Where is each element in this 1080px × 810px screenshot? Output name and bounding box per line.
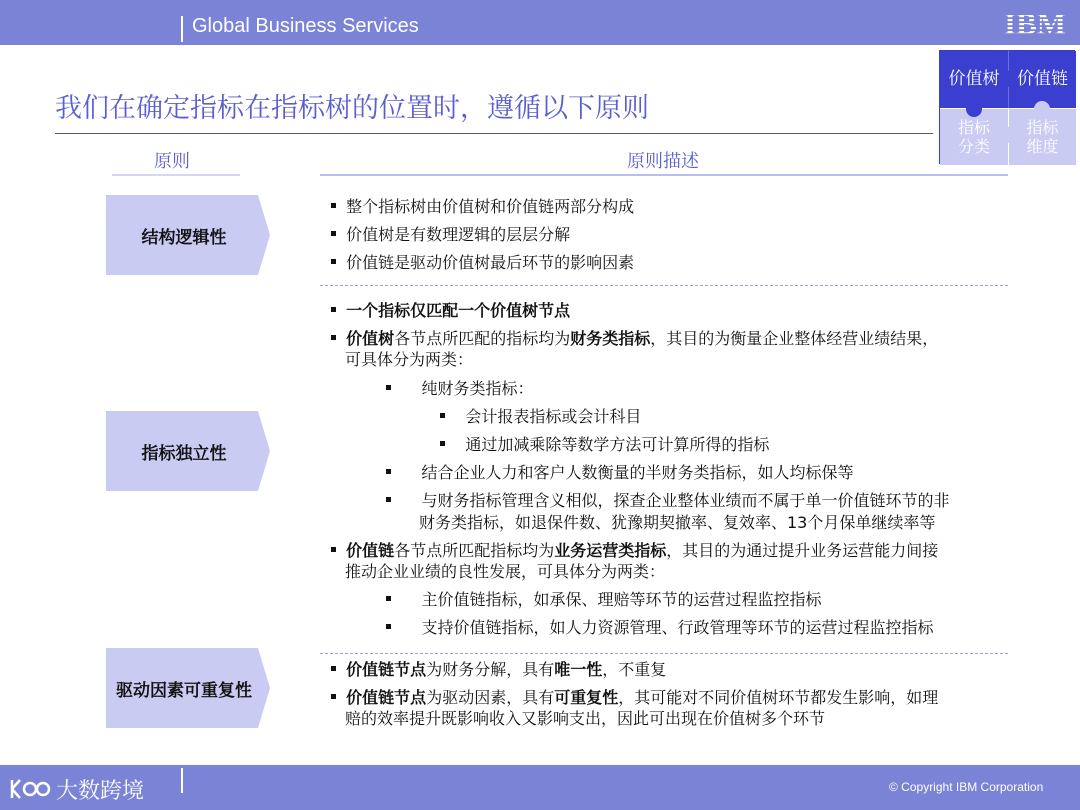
list-item <box>331 688 938 708</box>
column-header-rule <box>112 174 240 176</box>
bullet-icon <box>440 441 445 446</box>
bullet-icon <box>440 413 445 418</box>
item-bold-term: 价值链节点 <box>346 688 427 707</box>
list-item <box>386 379 534 399</box>
list-item <box>331 660 666 680</box>
list-item <box>331 225 570 245</box>
puzzle-knob <box>966 101 982 117</box>
puzzle-value-chain: 价值链 <box>1008 51 1076 108</box>
item-text: ，其可能对不同价值树环节都发生影响，如理 <box>618 688 939 707</box>
principle-indicator-independence <box>106 411 270 491</box>
list-item <box>386 590 822 610</box>
bullet-icon <box>386 497 391 502</box>
list-item <box>386 463 854 483</box>
puzzle-knob <box>1034 101 1050 117</box>
puzzle-knob <box>1000 127 1016 143</box>
section-divider <box>320 285 1008 286</box>
footer-divider <box>181 768 183 793</box>
item-text: 会计报表指标或会计科目 <box>465 407 642 426</box>
item-bold-term: 价值链 <box>346 541 395 560</box>
watermark-text: 大数跨境 <box>56 778 145 804</box>
item-text: 一个指标仅匹配一个价值树节点 <box>346 301 571 320</box>
principle-structure-logic <box>106 195 270 275</box>
puzzle-value-tree: 价值树 <box>940 51 1008 108</box>
item-text: 为财务分解，具有 <box>426 660 555 679</box>
item-bold-term: 财务类指标 <box>570 329 651 348</box>
copyright-text: © Copyright IBM Corporation <box>889 780 1044 794</box>
item-text: 通过加减乘除等数学方法可计算所得的指标 <box>465 435 770 454</box>
list-item <box>386 618 934 638</box>
section-divider <box>320 653 1008 654</box>
bullet-icon <box>386 596 391 601</box>
list-item <box>331 329 938 349</box>
bullet-icon <box>331 694 336 699</box>
list-item-continuation: 财务类指标，如退保件数、犹豫期契撤率、复效率、13个月保单继续率等 <box>419 513 936 532</box>
item-bold-term: 业务运营类指标 <box>554 541 667 560</box>
item-bold-term: 价值树 <box>346 329 395 348</box>
bullet-icon <box>386 385 391 390</box>
column-header-description: 原则描述 <box>627 151 699 172</box>
list-item <box>331 197 634 217</box>
item-bold-term: 唯一性 <box>554 660 603 679</box>
principle-label: 驱动因素可重复性 <box>116 680 252 701</box>
item-text: ，不重复 <box>602 660 667 679</box>
watermark-logo-icon <box>8 774 52 804</box>
list-item <box>440 407 641 427</box>
puzzle-indicator-category: 指标 分类 <box>940 108 1008 165</box>
item-text: 为驱动因素，具有 <box>426 688 555 707</box>
item-text: 各节点所匹配指标均为 <box>394 541 555 560</box>
item-text: ，其目的为衡量企业整体经营业绩结果， <box>650 329 939 348</box>
principle-label: 指标独立性 <box>141 443 227 464</box>
list-item <box>331 253 634 273</box>
bullet-icon <box>331 259 336 264</box>
ibm-logo <box>999 7 1071 38</box>
watermark <box>8 772 144 806</box>
puzzle-knob <box>1000 71 1016 87</box>
bullet-icon <box>331 335 336 340</box>
puzzle-indicator-dimension: 指标 维度 <box>1008 108 1076 165</box>
list-item <box>440 435 769 455</box>
item-bold-term: 价值链节点 <box>346 660 427 679</box>
item-text: 纯财务类指标： <box>421 379 534 398</box>
item-bold-term: 可重复性 <box>554 688 619 707</box>
principle-driver-repeatability <box>106 648 270 728</box>
column-header-rule <box>320 174 1008 176</box>
list-item-continuation: 推动企业业绩的良性发展，可具体分为两类： <box>345 562 666 581</box>
title-divider <box>55 133 933 134</box>
bullet-icon <box>331 547 336 552</box>
item-text: 支持价值链指标，如人力资源管理、行政管理等环节的运营过程监控指标 <box>421 618 934 637</box>
item-text: 主价值链指标，如承保、理赔等环节的运营过程监控指标 <box>421 590 822 609</box>
org-label: Global Business Services <box>192 15 419 37</box>
list-item <box>331 541 938 561</box>
item-text: 各节点所匹配的指标均为 <box>394 329 571 348</box>
bullet-icon <box>331 666 336 671</box>
list-item-continuation: 可具体分为两类： <box>345 350 474 369</box>
principle-label: 结构逻辑性 <box>141 227 227 248</box>
item-text: 结合企业人力和客户人数衡量的半财务类指标，如人均标保等 <box>421 463 854 482</box>
bullet-icon <box>386 469 391 474</box>
header-bar <box>0 0 1080 45</box>
header-divider <box>181 16 183 42</box>
item-text: 价值链是驱动价值树最后环节的影响因素 <box>346 253 635 272</box>
bullet-icon <box>331 307 336 312</box>
item-text: 价值树是有数理逻辑的层层分解 <box>346 225 571 244</box>
bullet-icon <box>331 203 336 208</box>
column-header-principle: 原则 <box>154 151 190 172</box>
list-item <box>386 491 950 511</box>
bullet-icon <box>386 624 391 629</box>
footer-bar <box>0 765 1080 810</box>
list-item-continuation: 赔的效率提升既影响收入又影响支出，因此可出现在价值树多个环节 <box>345 709 826 728</box>
logo-text: IBM <box>1004 7 1066 38</box>
item-text: 整个指标树由价值树和价值链两部分构成 <box>346 197 635 216</box>
bullet-icon <box>331 231 336 236</box>
item-text: 与财务指标管理含义相似，探查企业整体业绩而不属于单一价值链环节的非 <box>421 491 950 510</box>
list-item <box>331 301 570 321</box>
item-text: ，其目的为通过提升业务运营能力间接 <box>666 541 939 560</box>
value-tree-puzzle <box>939 50 1075 164</box>
page-title: 我们在确定指标在指标树的位置时，遵循以下原则 <box>55 93 649 124</box>
